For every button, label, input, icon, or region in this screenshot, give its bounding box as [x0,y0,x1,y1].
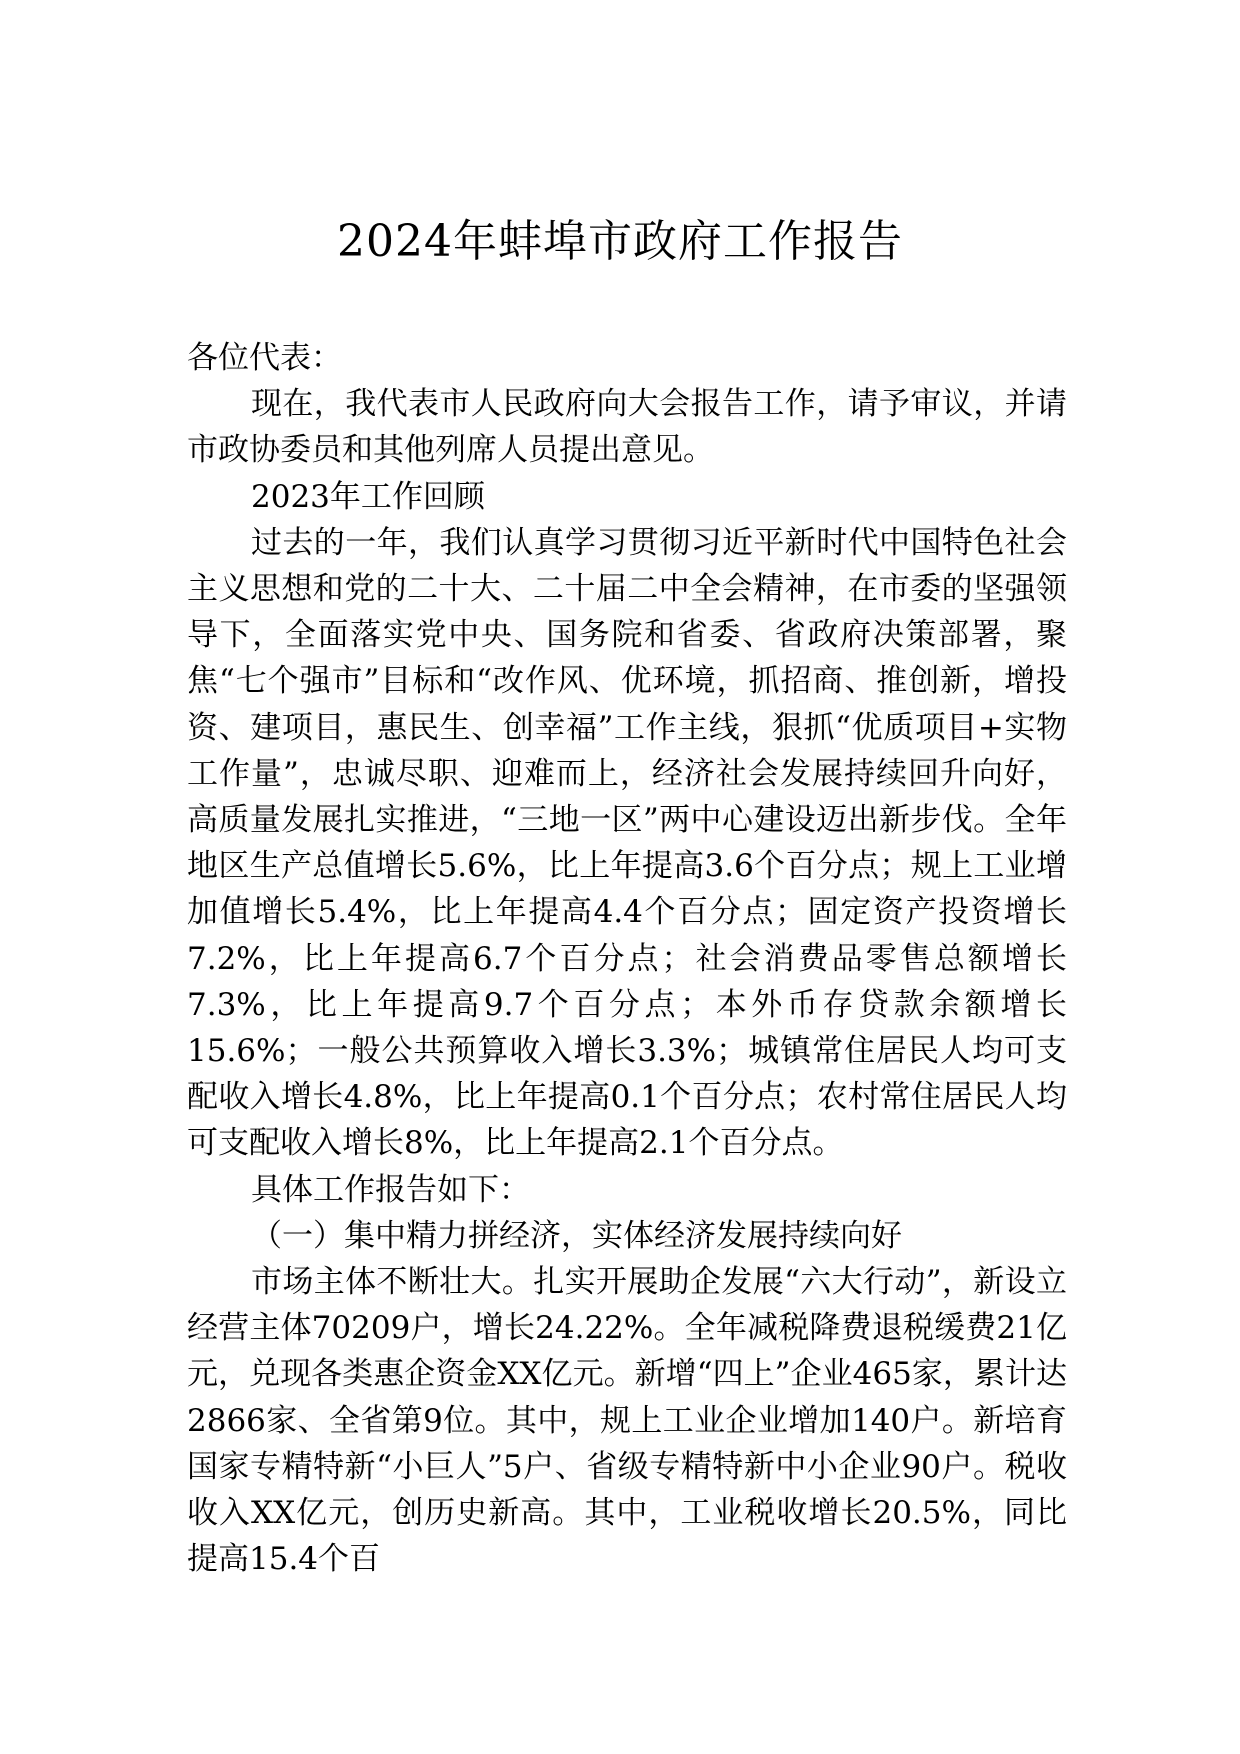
salutation: 各位代表： [187,340,342,376]
document-body [187,335,1067,1582]
paragraph-review: 过去的一年，我们认真学习贯彻习近平新时代中国特色社会主义思想和党的二十大、二十届二中全会精神，在市委的坚强领导下，全面落实党中央、国务院和省委、省政府决策部署，聚焦“七个强市”目标和“改作风、优环境，抓招商、推创新，增投资、建项目，惠民生、创幸福”工作主线，狠抓“优质项目+实物工作量”，忠诚尽职、迎难而上，经济社会发展持续回升向好，高质量发展扎实推进，“三地一区”两中心建设迈出新步伐。全年地区生产总值增长5.6%，比上年提高3.6个百分点；规上工业增加值增长5.4%，比上年提高4.4个百分点；固定资产投资增长7.2%，比上年提高6.7个百分点；社会消费品零售总额增长7.3%，比上年提高9.7个百分点；本外币存贷款余额增长15.6%；一般公共预算收入增长3.3%；城镇常住居民人均可支配收入增长4.8%，比上年提高0.1个百分点；农村常住居民人均可支配收入增长8%，比上年提高2.1个百分点。 [187,524,1067,1162]
section-heading-review: 2023年工作回顾 [251,478,485,515]
document-title: 2024年蚌埠市政府工作报告 [337,216,903,267]
paragraph-report-intro: 具体工作报告如下： [251,1171,530,1208]
paragraph-intro: 现在，我代表市人民政府向大会报告工作，请予审议，并请市政协委员和其他列席人员提出意见。 [187,386,1067,469]
section-heading-economy: （一）集中精力拼经济，实体经济发展持续向好 [251,1217,902,1254]
paragraph-market: 市场主体不断壮大。扎实开展助企发展“六大行动”，新设立经营主体70209户，增长24.22%。全年减税降费退税缓费21亿元，兑现各类惠企资金XX亿元。新增“四上”企业465家，累计达2866家、全省第9位。其中，规上工业企业增加140户。新培育国家专精特新“小巨人”5户、省级专精特新中小企业90户。税收收入XX亿元，创历史新高。其中，工业税收增长20.5%，同比提高15.4个百 [187,1264,1067,1578]
